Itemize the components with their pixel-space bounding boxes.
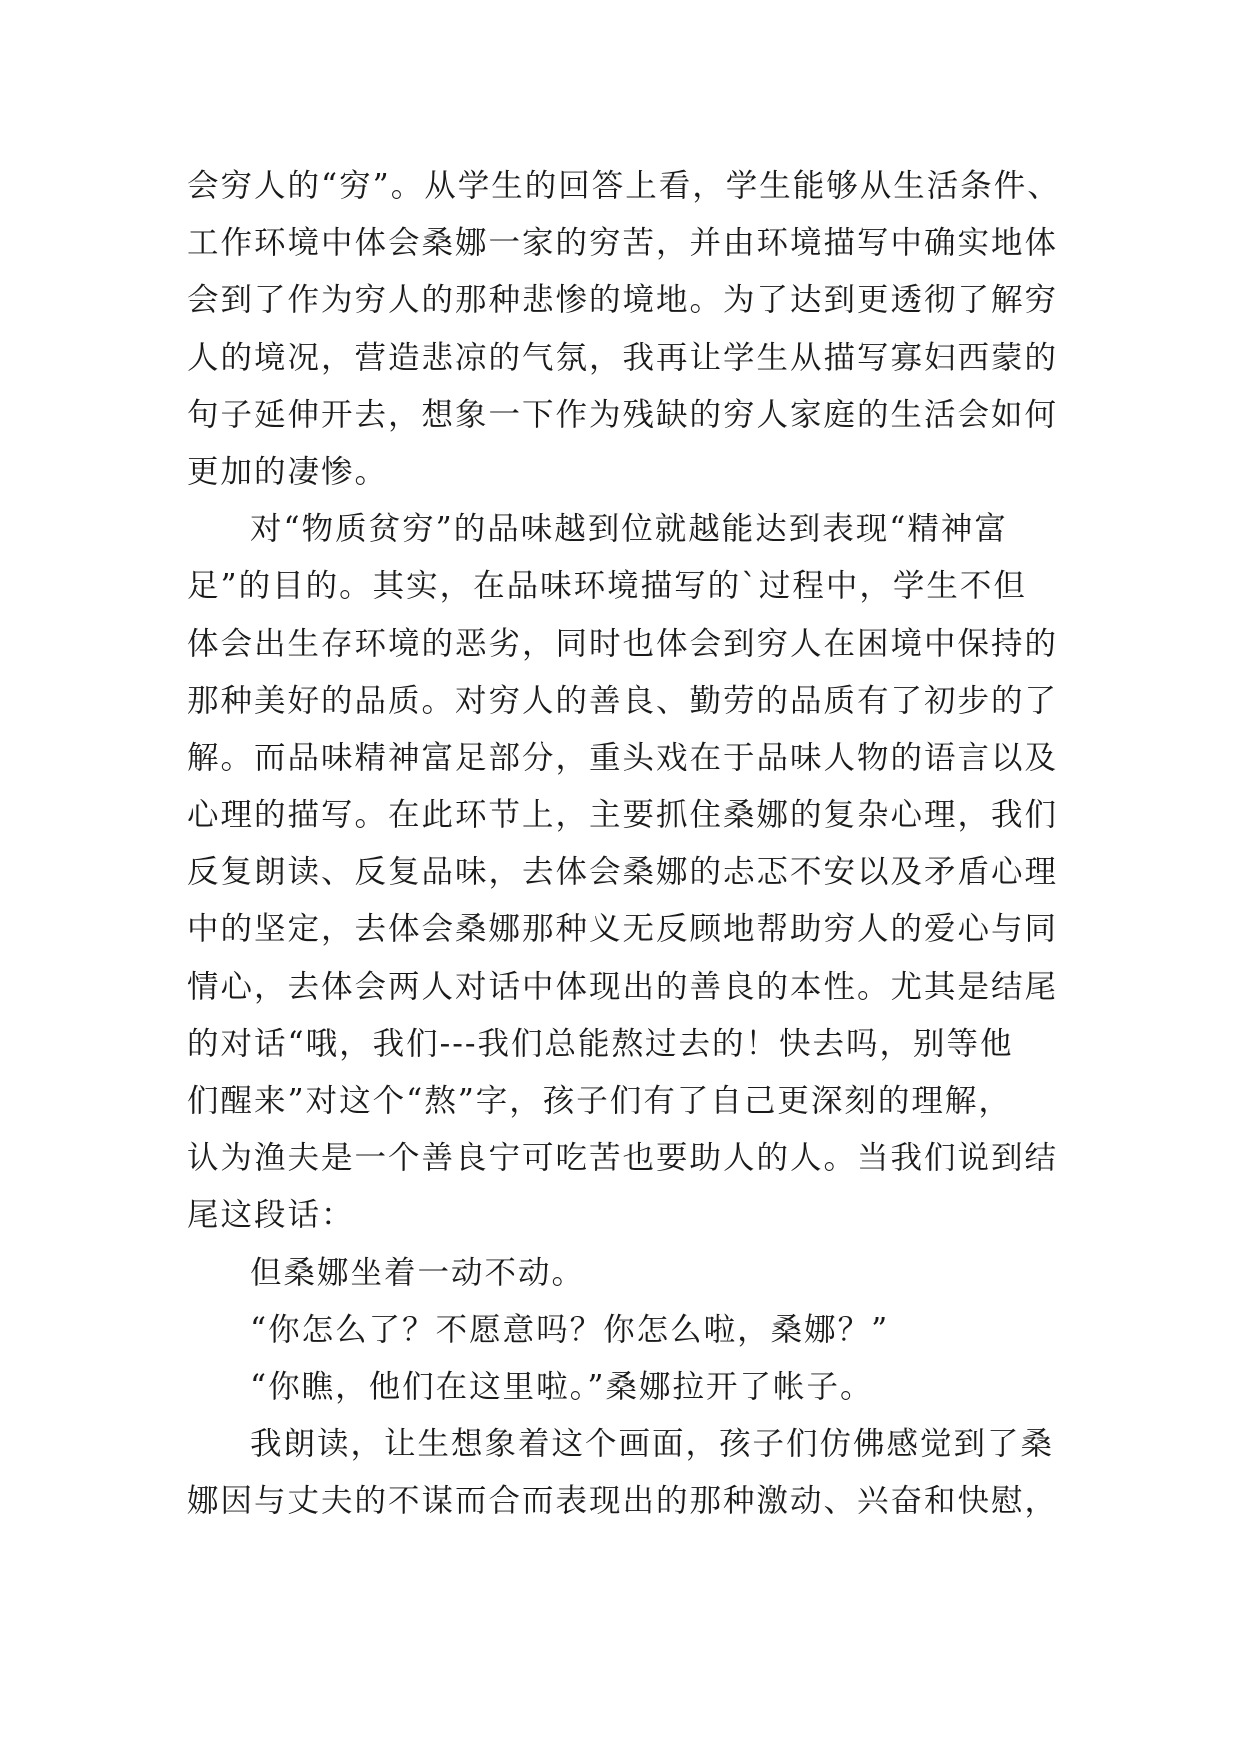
text-line: 尾这段话：: [187, 1197, 355, 1234]
text-line: 更加的凄惨。: [187, 453, 389, 490]
text-line: 中的坚定，去体会桑娜那种义无反顾地帮助穷人的爱心与同: [187, 911, 1059, 948]
text-line: 会到了作为穷人的那种悲惨的境地。为了达到更透彻了解穷: [187, 282, 1059, 319]
text-line: 工作环境中体会桑娜一家的穷苦，并由环境描写中确实地体: [187, 225, 1059, 262]
text-line: 句子延伸开去，想象一下作为残缺的穷人家庭的生活会如何: [187, 396, 1059, 433]
text-line: 对“物质贫穷”的品味越到位就越能达到表现“精神富: [250, 511, 1008, 548]
text-line: 娜因与丈夫的不谋而合而表现出的那种激动、兴奋和快慰，: [187, 1483, 1059, 1520]
text-line: 会穷人的“穷”。从学生的回答上看，学生能够从生活条件、: [187, 168, 1061, 204]
text-line: 但桑娜坐着一动不动。: [250, 1254, 586, 1291]
text-line: 们醒来”对这个“熬”字，孩子们有了自己更深刻的理解，: [187, 1083, 1012, 1119]
text-line: 心理的描写。在此环节上，主要抓住桑娜的复杂心理，我们: [187, 797, 1059, 834]
text-line: 解。而品味精神富足部分，重头戏在于品味人物的语言以及: [187, 739, 1059, 776]
text-line: 体会出生存环境的恶劣，同时也体会到穷人在困境中保持的: [187, 625, 1059, 662]
text-line: 足”的目的。其实，在品味环境描写的`过程中，学生不但: [187, 568, 1027, 605]
text-line: 我朗读，让生想象着这个画面，孩子们仿佛感觉到了桑: [250, 1426, 1055, 1463]
text-line: 反复朗读、反复品味，去体会桑娜的忐忑不安以及矛盾心理: [187, 854, 1059, 891]
body-text: [187, 158, 1061, 1531]
text-line: 那种美好的品质。对穷人的善良、勤劳的品质有了初步的了: [187, 682, 1059, 719]
text-line: “你怎么了？不愿意吗？你怎么啦，桑娜？”: [250, 1311, 890, 1348]
text-line: 认为渔夫是一个善良宁可吃苦也要助人的人。当我们说到结: [187, 1140, 1059, 1177]
text-line: “你瞧，他们在这里啦。”桑娜拉开了帐子。: [250, 1368, 874, 1405]
text-line: 人的境况，营造悲凉的气氛，我再让学生从描写寡妇西蒙的: [187, 339, 1059, 376]
text-line: 的对话“哦，我们---我们总能熬过去的！快去吗，别等他: [187, 1025, 1014, 1062]
text-line: 情心，去体会两人对话中体现出的善良的本性。尤其是结尾: [187, 968, 1059, 1005]
